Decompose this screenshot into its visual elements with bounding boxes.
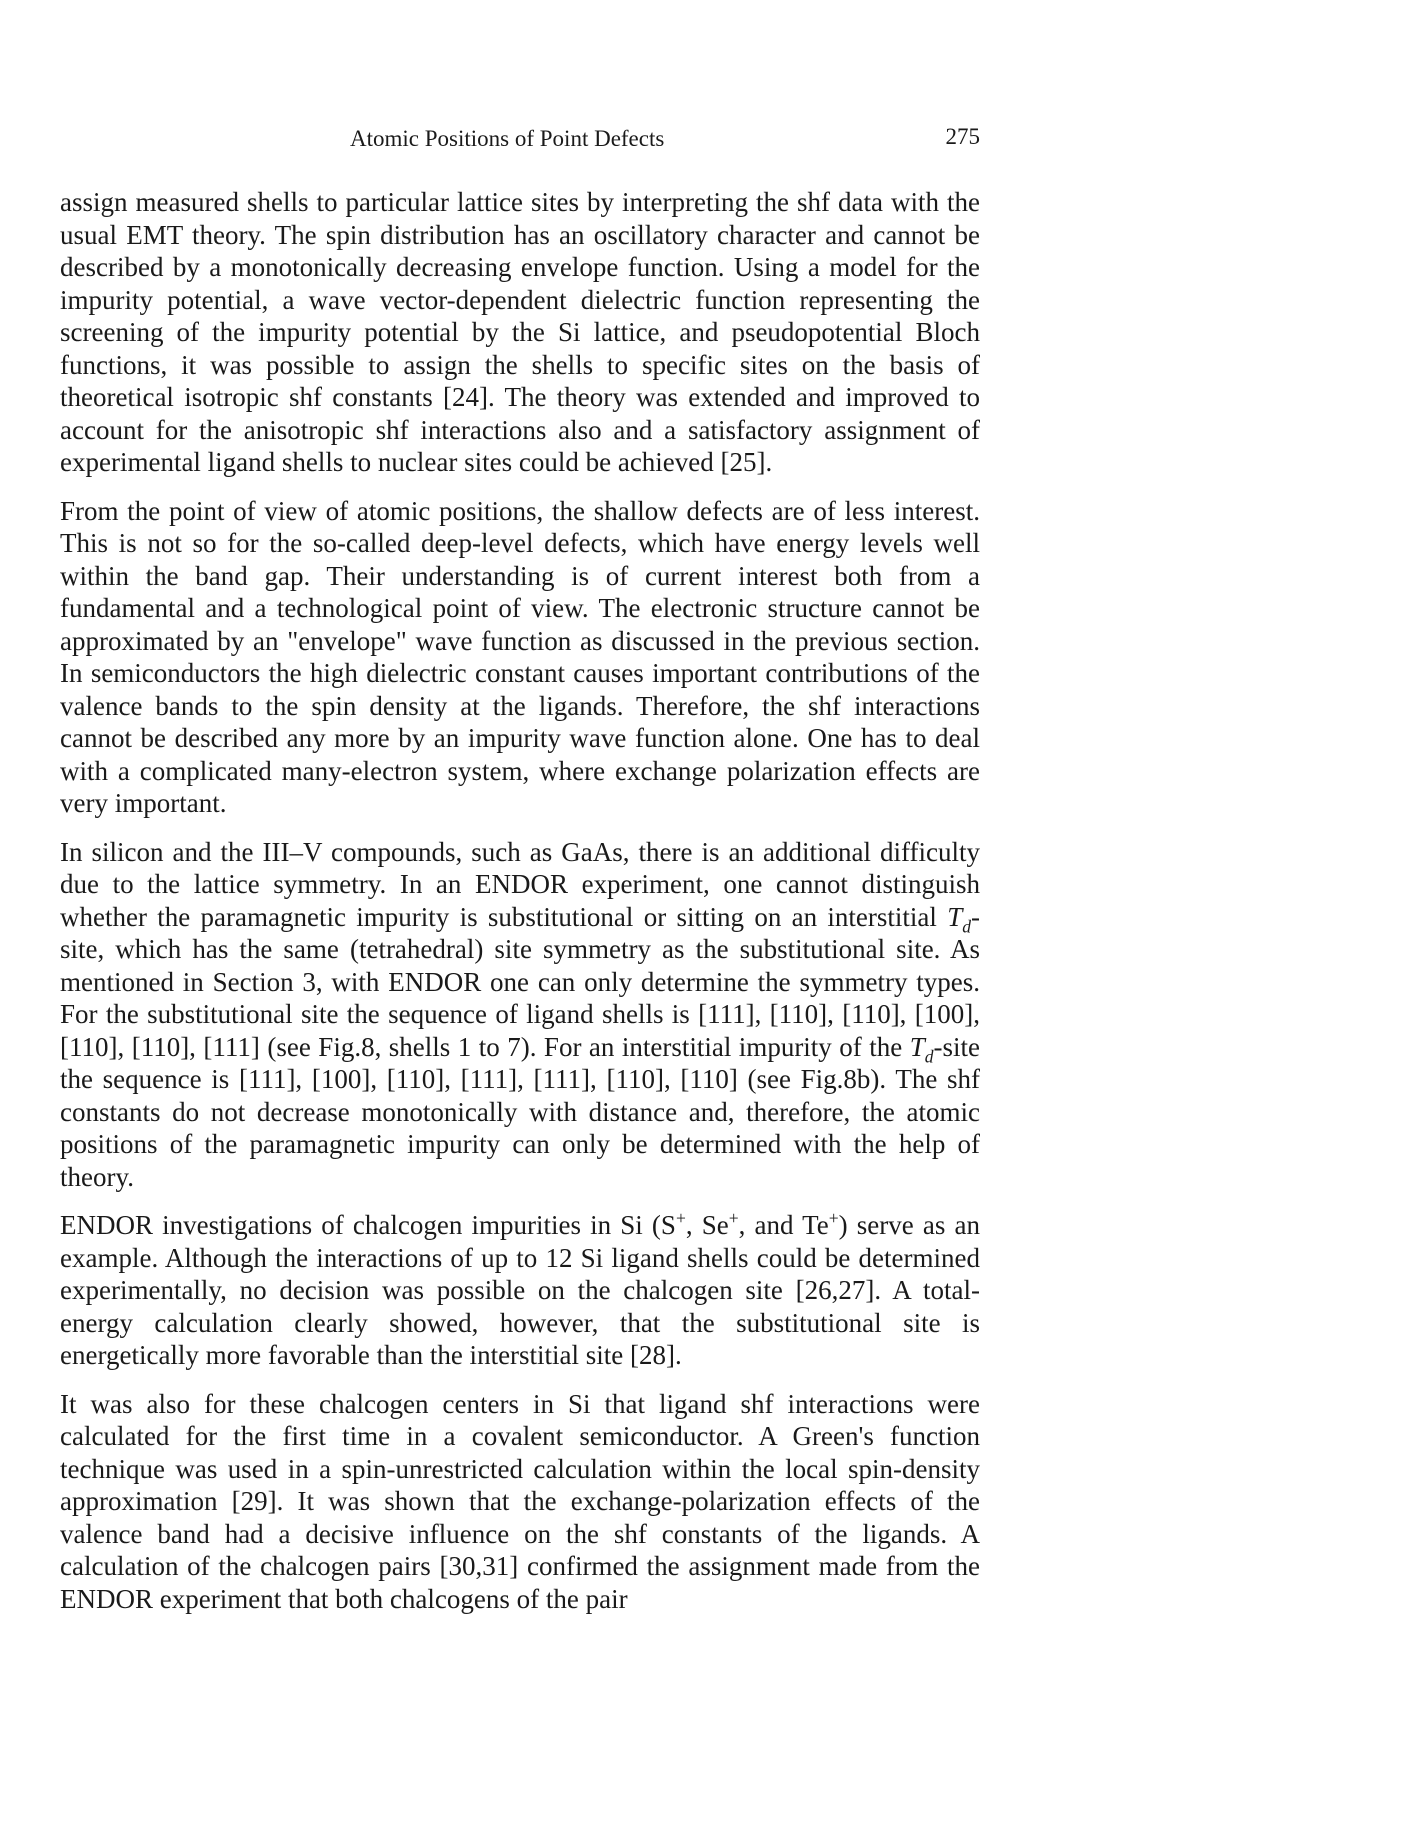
page-header bbox=[340, 120, 980, 160]
td-symbol: $T_d$ bbox=[909, 1031, 934, 1066]
paragraph-4: ENDOR investigations of chalcogen impurities in Si (S+, Se+, and Te+) serve as an example. Although the interactions of up to 12 Si ligand shells could be determined experimentally, no decision was possible on the chalcogen site [26,27]. A total-energy calculation clearly showed, however, that the substitutional site is energetically more favorable than the interstitial site [28]. bbox=[60, 1208, 981, 1370]
paragraph-2: From the point of view of atomic positions, the shallow defects are of less interest. This is not so for the so-called deep-level defects, which have energy levels well within the band gap. Their understanding is of current interest both from a fundamental and a technological point of view. The electronic structure cannot be approximated by an "envelope" wave function as discussed in the previous section. In semiconductors the high dielectric constant causes important contributions of the valence bands to the spin density at the ligands. Therefore, the shf interactions cannot be described any more by an impurity wave function alone. One has to deal with a complicated many-electron system, where exchange polarization effects are very important. bbox=[60, 495, 980, 818]
paragraph-1: assign measured shells to particular lattice sites by interpreting the shf data with the usual EMT theory. The spin distribution has an oscillatory character and cannot be described by a monotonically decreasing envelope function. Using a model for the impurity potential, a wave vector-dependent dielectric function representing the screening of the impurity potential by the Si lattice, and pseudopotential Bloch functions, it was possible to assign the shells to specific sites on the basis of theoretical isotropic shf constants [24]. The theory was extended and improved to account for the anisotropic shf interactions also and a satisfactory assignment of experimental ligand shells to nuclear sites could be achieved [25]. bbox=[60, 187, 980, 477]
body-text bbox=[60, 186, 980, 1631]
page-number: 275 bbox=[945, 124, 980, 149]
running-title: Atomic Positions of Point Defects bbox=[350, 126, 665, 151]
td-symbol: $T_d$ bbox=[947, 901, 971, 936]
paragraph-5: It was also for these chalcogen centers in Si that ligand shf interactions were calculated for the first time in a covalent semiconductor. A Green's function technique was used in a spin-unrestricted calculation within the local spin-density approximation [29]. It was shown that the exchange-polarization effects of the valence band had a decisive influence on the shf constants of the ligands. A calculation of the chalcogen pairs [30,31] confirmed the assignment made from the ENDOR experiment that both chalcogens of the pair bbox=[60, 1388, 980, 1614]
paragraph-3: In silicon and the III–V compounds, such as GaAs, there is an additional difficulty due to the lattice symmetry. In an ENDOR experiment, one cannot distinguish whether the paramagnetic impurity is substitutional or sitting on an interstitial $T_d$-site, which has the same (tetrahedral) site symmetry as the substitutional site. As mentioned in Section 3, with ENDOR one can only determine the symmetry types. For the substitutional site the sequence of ligand shells is [111], [110], [110], [100], [110], [110], [111] (see Fig.8, shells 1 to 7). For an interstitial impurity of the $T_d$-site the sequence is [111], [100], [110], [111], [111], [110], [110] (see Fig.8b). The shf constants do not decrease monotonically with distance and, therefore, the atomic positions of the paramagnetic impurity can only be determined with the help of theory. bbox=[60, 836, 980, 1192]
